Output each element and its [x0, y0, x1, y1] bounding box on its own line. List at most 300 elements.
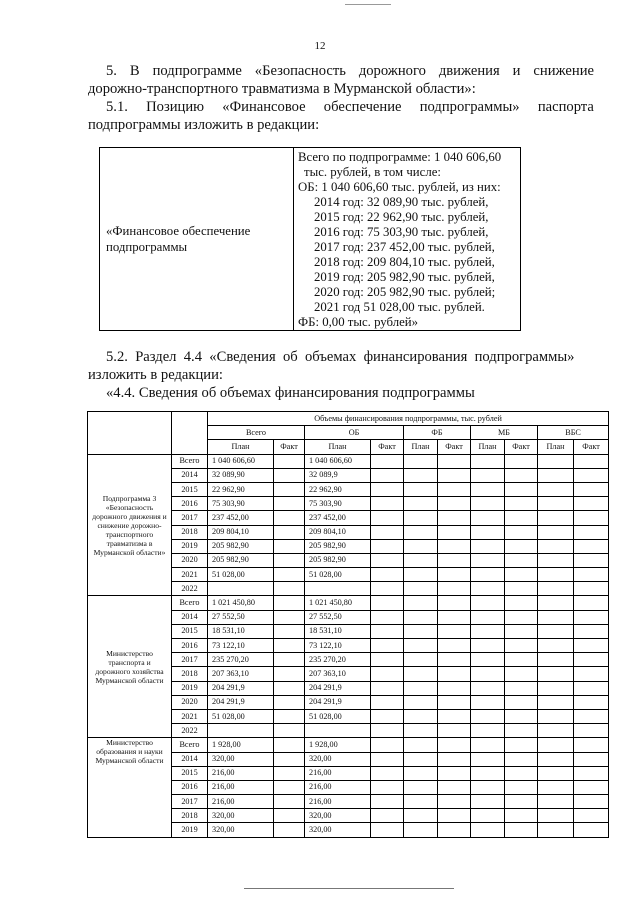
subheader-fact: Факт: [371, 440, 404, 454]
empty-cell: [471, 667, 505, 681]
ob-plan-cell: 216,00: [305, 795, 371, 809]
year-cell: 2021: [172, 568, 208, 582]
empty-cell: [574, 497, 609, 511]
empty-cell: [538, 511, 574, 525]
total-fact-cell: [274, 639, 305, 653]
empty-cell: [574, 624, 609, 638]
empty-cell: [505, 766, 538, 780]
empty-cell: [371, 539, 404, 553]
total-plan-cell: 216,00: [208, 795, 274, 809]
passport-values: [294, 148, 521, 331]
empty-cell: [538, 795, 574, 809]
empty-cell: [505, 709, 538, 723]
empty-cell: [538, 624, 574, 638]
year-cell: 2019: [172, 539, 208, 553]
empty-cell: [538, 468, 574, 482]
passport-line: 2016 год: 75 303,90 тыс. рублей,: [314, 225, 489, 239]
total-plan-cell: 1 021 450,80: [208, 596, 274, 610]
total-fact-cell: [274, 724, 305, 738]
empty-cell: [371, 610, 404, 624]
empty-cell: [371, 809, 404, 823]
total-plan-cell: 51 028,00: [208, 709, 274, 723]
subheader-fact: Факт: [274, 440, 305, 454]
empty-cell: [438, 511, 471, 525]
total-fact-cell: [274, 454, 305, 468]
group-mb: МБ: [471, 426, 538, 440]
empty-cell: [438, 525, 471, 539]
total-fact-cell: [274, 511, 305, 525]
empty-cell: [438, 624, 471, 638]
empty-cell: [404, 766, 438, 780]
empty-cell: [505, 780, 538, 794]
empty-cell: [574, 553, 609, 567]
total-fact-cell: [274, 482, 305, 496]
passport-line: ОБ: 1 040 606,60 тыс. рублей, из них:: [298, 180, 501, 194]
item-5-1: 5.1. Позицию «Финансовое обеспечение подпрограммы» паспорта: [106, 99, 594, 115]
total-fact-cell: [274, 624, 305, 638]
passport-line: 2020 год: 205 982,90 тыс. рублей;: [314, 285, 496, 299]
group-total: Всего: [208, 426, 305, 440]
empty-cell: [471, 823, 505, 837]
ob-plan-cell: 205 982,90: [305, 553, 371, 567]
empty-cell: [574, 780, 609, 794]
ob-plan-cell: 320,00: [305, 809, 371, 823]
empty-cell: [574, 468, 609, 482]
empty-cell: [404, 539, 438, 553]
passport-line: ФБ: 0,00 тыс. рублей»: [298, 315, 419, 329]
empty-cell: [471, 738, 505, 752]
ob-plan-cell: 216,00: [305, 766, 371, 780]
empty-cell: [538, 482, 574, 496]
financing-table: [87, 411, 609, 838]
empty-cell: [574, 525, 609, 539]
empty-cell: [538, 681, 574, 695]
ob-plan-cell: 1 040 606,60: [305, 454, 371, 468]
ob-plan-cell: 1 021 450,80: [305, 596, 371, 610]
year-cell: 2019: [172, 823, 208, 837]
empty-cell: [505, 667, 538, 681]
empty-cell: [505, 511, 538, 525]
ob-plan-cell: 204 291,9: [305, 695, 371, 709]
empty-cell: [438, 695, 471, 709]
total-fact-cell: [274, 780, 305, 794]
ob-plan-cell: 27 552,50: [305, 610, 371, 624]
empty-cell: [371, 766, 404, 780]
passport-line: 2019 год: 205 982,90 тыс. рублей,: [314, 270, 495, 284]
empty-cell: [371, 596, 404, 610]
total-plan-cell: 204 291,9: [208, 695, 274, 709]
empty-cell: [371, 709, 404, 723]
empty-cell: [574, 681, 609, 695]
passport-line: Всего по подпрограмме: 1 040 606,60: [298, 150, 502, 164]
empty-cell: [574, 582, 609, 596]
empty-cell: [505, 823, 538, 837]
empty-cell: [371, 525, 404, 539]
year-cell: Всего: [172, 738, 208, 752]
empty-cell: [471, 795, 505, 809]
empty-cell: [438, 681, 471, 695]
empty-cell: [471, 482, 505, 496]
empty-cell: [371, 667, 404, 681]
empty-cell: [538, 738, 574, 752]
empty-cell: [471, 454, 505, 468]
passport-table: [99, 147, 521, 331]
total-fact-cell: [274, 525, 305, 539]
empty-cell: [505, 681, 538, 695]
empty-cell: [471, 568, 505, 582]
total-fact-cell: [274, 695, 305, 709]
empty-cell: [371, 724, 404, 738]
empty-cell: [505, 468, 538, 482]
empty-cell: [574, 752, 609, 766]
empty-cell: [505, 809, 538, 823]
total-plan-cell: 216,00: [208, 780, 274, 794]
total-fact-cell: [274, 752, 305, 766]
total-plan-cell: 320,00: [208, 823, 274, 837]
empty-cell: [371, 738, 404, 752]
empty-cell: [471, 653, 505, 667]
ob-plan-cell: 204 291,9: [305, 681, 371, 695]
org-name: Министерство образования и науки Мурманской области: [88, 738, 172, 837]
group-fb: ФБ: [404, 426, 471, 440]
year-cell: 2014: [172, 610, 208, 624]
total-fact-cell: [274, 568, 305, 582]
ob-plan-cell: 205 982,90: [305, 539, 371, 553]
year-cell: 2017: [172, 653, 208, 667]
total-fact-cell: [274, 539, 305, 553]
total-fact-cell: [274, 795, 305, 809]
total-fact-cell: [274, 653, 305, 667]
empty-cell: [404, 624, 438, 638]
empty-cell: [438, 553, 471, 567]
ob-plan-cell: 320,00: [305, 752, 371, 766]
ob-plan-cell: [305, 582, 371, 596]
section-4-4-title: «4.4. Сведения об объемах финансирования подпрограммы: [106, 385, 475, 401]
empty-cell: [471, 596, 505, 610]
year-cell: 2022: [172, 724, 208, 738]
empty-cell: [371, 823, 404, 837]
subheader-plan: План: [305, 440, 371, 454]
passport-line: 2015 год: 22 962,90 тыс. рублей,: [314, 210, 489, 224]
empty-cell: [438, 667, 471, 681]
subheader-plan: План: [538, 440, 574, 454]
empty-cell: [438, 709, 471, 723]
empty-cell: [471, 766, 505, 780]
empty-cell: [404, 610, 438, 624]
empty-cell: [574, 724, 609, 738]
subheader-plan: План: [208, 440, 274, 454]
empty-cell: [471, 681, 505, 695]
ob-plan-cell: 207 363,10: [305, 667, 371, 681]
empty-cell: [574, 738, 609, 752]
total-plan-cell: 51 028,00: [208, 568, 274, 582]
empty-cell: [471, 624, 505, 638]
empty-cell: [505, 653, 538, 667]
empty-cell: [438, 809, 471, 823]
empty-cell: [438, 766, 471, 780]
ob-plan-cell: 320,00: [305, 823, 371, 837]
empty-cell: [471, 780, 505, 794]
empty-cell: [471, 709, 505, 723]
empty-cell: [538, 610, 574, 624]
empty-cell: [471, 539, 505, 553]
year-cell: 2022: [172, 582, 208, 596]
total-plan-cell: [208, 724, 274, 738]
total-plan-cell: 320,00: [208, 809, 274, 823]
empty-cell: [404, 738, 438, 752]
empty-cell: [404, 823, 438, 837]
empty-cell: [438, 497, 471, 511]
empty-cell: [404, 780, 438, 794]
empty-cell: [404, 497, 438, 511]
total-fact-cell: [274, 709, 305, 723]
empty-cell: [371, 482, 404, 496]
empty-cell: [404, 653, 438, 667]
year-cell: 2017: [172, 511, 208, 525]
total-plan-cell: 237 452,00: [208, 511, 274, 525]
empty-cell: [538, 639, 574, 653]
empty-cell: [438, 610, 471, 624]
empty-cell: [371, 752, 404, 766]
empty-cell: [371, 568, 404, 582]
subheader-fact: Факт: [505, 440, 538, 454]
empty-cell: [505, 454, 538, 468]
total-plan-cell: [208, 582, 274, 596]
empty-cell: [505, 582, 538, 596]
passport-line: 2017 год: 237 452,00 тыс. рублей,: [314, 240, 495, 254]
empty-cell: [438, 582, 471, 596]
empty-cell: [574, 667, 609, 681]
empty-cell: [471, 724, 505, 738]
empty-cell: [438, 780, 471, 794]
item-5-1-cont: подпрограммы изложить в редакции:: [88, 117, 320, 133]
empty-cell: [404, 553, 438, 567]
header-main: Объемы финансирования подпрограммы, тыс. рублей: [208, 412, 609, 426]
empty-cell: [371, 582, 404, 596]
empty-cell: [404, 695, 438, 709]
empty-cell: [371, 553, 404, 567]
empty-cell: [574, 482, 609, 496]
total-fact-cell: [274, 468, 305, 482]
empty-cell: [404, 596, 438, 610]
empty-cell: [471, 582, 505, 596]
table-row: [88, 596, 609, 610]
empty-cell: [538, 454, 574, 468]
empty-cell: [574, 695, 609, 709]
empty-cell: [574, 568, 609, 582]
empty-cell: [538, 709, 574, 723]
empty-cell: [505, 610, 538, 624]
year-cell: 2021: [172, 709, 208, 723]
total-fact-cell: [274, 596, 305, 610]
empty-cell: [438, 468, 471, 482]
org-name: Министерство транспорта и дорожного хозяйства Мурманской области: [88, 596, 172, 738]
total-plan-cell: 22 962,90: [208, 482, 274, 496]
empty-cell: [438, 752, 471, 766]
ob-plan-cell: 18 531,10: [305, 624, 371, 638]
empty-cell: [538, 667, 574, 681]
empty-cell: [471, 497, 505, 511]
empty-cell: [371, 681, 404, 695]
total-fact-cell: [274, 497, 305, 511]
empty-cell: [404, 709, 438, 723]
passport-line: тыс. рублей, в том числе:: [304, 165, 441, 179]
total-plan-cell: 204 291,9: [208, 681, 274, 695]
section-5-heading-cont: дорожно-транспортного травматизма в Мурманской области»:: [88, 81, 476, 97]
year-cell: 2018: [172, 809, 208, 823]
year-cell: 2018: [172, 525, 208, 539]
empty-cell: [574, 823, 609, 837]
empty-cell: [471, 809, 505, 823]
empty-cell: [505, 724, 538, 738]
org-name: Подпрограмма 3 «Безопасность дорожного движения и снижение дорожно-транспортного травматизма в Мурманской области»: [88, 454, 172, 596]
empty-cell: [505, 553, 538, 567]
empty-cell: [371, 497, 404, 511]
empty-cell: [371, 695, 404, 709]
empty-cell: [538, 539, 574, 553]
empty-cell: [471, 511, 505, 525]
empty-cell: [404, 795, 438, 809]
empty-cell: [371, 653, 404, 667]
total-fact-cell: [274, 582, 305, 596]
ob-plan-cell: 75 303,90: [305, 497, 371, 511]
empty-cell: [538, 596, 574, 610]
empty-cell: [438, 738, 471, 752]
ob-plan-cell: 22 962,90: [305, 482, 371, 496]
ob-plan-cell: [305, 724, 371, 738]
empty-cell: [438, 653, 471, 667]
ob-plan-cell: 237 452,00: [305, 511, 371, 525]
year-cell: 2018: [172, 667, 208, 681]
empty-cell: [505, 738, 538, 752]
empty-cell: [574, 795, 609, 809]
total-fact-cell: [274, 823, 305, 837]
empty-cell: [404, 639, 438, 653]
empty-cell: [471, 553, 505, 567]
total-plan-cell: 205 982,90: [208, 539, 274, 553]
empty-cell: [505, 752, 538, 766]
empty-cell: [404, 809, 438, 823]
total-plan-cell: 235 270,20: [208, 653, 274, 667]
empty-cell: [538, 752, 574, 766]
total-plan-cell: 207 363,10: [208, 667, 274, 681]
year-cell: 2020: [172, 695, 208, 709]
empty-cell: [574, 653, 609, 667]
total-plan-cell: 27 552,50: [208, 610, 274, 624]
ob-plan-cell: 1 928,00: [305, 738, 371, 752]
year-cell: 2017: [172, 795, 208, 809]
top-rule: [345, 4, 391, 5]
empty-cell: [538, 823, 574, 837]
ob-plan-cell: 51 028,00: [305, 709, 371, 723]
empty-cell: [574, 454, 609, 468]
year-cell: 2015: [172, 766, 208, 780]
empty-cell: [574, 809, 609, 823]
ob-plan-cell: 235 270,20: [305, 653, 371, 667]
empty-cell: [574, 511, 609, 525]
empty-cell: [404, 681, 438, 695]
page-number: 12: [314, 40, 326, 52]
empty-cell: [505, 624, 538, 638]
total-fact-cell: [274, 766, 305, 780]
year-cell: 2014: [172, 468, 208, 482]
empty-cell: [538, 582, 574, 596]
empty-cell: [438, 724, 471, 738]
empty-cell: [538, 809, 574, 823]
subheader-fact: Факт: [438, 440, 471, 454]
empty-cell: [538, 553, 574, 567]
table-row: [88, 454, 609, 468]
empty-cell: [538, 568, 574, 582]
empty-cell: [438, 795, 471, 809]
year-cell: 2015: [172, 624, 208, 638]
total-plan-cell: 32 089,90: [208, 468, 274, 482]
empty-cell: [438, 539, 471, 553]
empty-cell: [471, 639, 505, 653]
empty-cell: [538, 780, 574, 794]
total-plan-cell: 1 040 606,60: [208, 454, 274, 468]
year-cell: Всего: [172, 454, 208, 468]
empty-cell: [438, 482, 471, 496]
empty-cell: [371, 780, 404, 794]
empty-cell: [538, 724, 574, 738]
empty-cell: [404, 582, 438, 596]
empty-cell: [371, 624, 404, 638]
total-plan-cell: 73 122,10: [208, 639, 274, 653]
ob-plan-cell: 216,00: [305, 780, 371, 794]
empty-cell: [538, 525, 574, 539]
empty-cell: [505, 695, 538, 709]
empty-cell: [404, 568, 438, 582]
empty-cell: [404, 511, 438, 525]
empty-cell: [438, 823, 471, 837]
empty-cell: [574, 709, 609, 723]
empty-cell: [505, 539, 538, 553]
empty-cell: [574, 610, 609, 624]
year-cell: 2015: [172, 482, 208, 496]
empty-cell: [471, 752, 505, 766]
empty-cell: [438, 454, 471, 468]
empty-cell: [371, 639, 404, 653]
empty-cell: [371, 468, 404, 482]
empty-cell: [404, 468, 438, 482]
empty-cell: [505, 525, 538, 539]
empty-cell: [538, 497, 574, 511]
empty-cell: [371, 511, 404, 525]
header-blank-year: [172, 412, 208, 455]
passport-label: «Финансовое обеспечение подпрограммы: [100, 148, 294, 331]
empty-cell: [438, 568, 471, 582]
year-cell: 2014: [172, 752, 208, 766]
empty-cell: [574, 539, 609, 553]
total-plan-cell: 205 982,90: [208, 553, 274, 567]
year-cell: 2019: [172, 681, 208, 695]
empty-cell: [471, 525, 505, 539]
total-fact-cell: [274, 667, 305, 681]
year-cell: Всего: [172, 596, 208, 610]
passport-line: 2021 год 51 028,00 тыс. рублей.: [314, 300, 485, 314]
total-fact-cell: [274, 610, 305, 624]
empty-cell: [371, 454, 404, 468]
section-5-heading: 5. В подпрограмме «Безопасность дорожного движения и снижение: [106, 63, 594, 79]
subheader-plan: План: [471, 440, 505, 454]
empty-cell: [471, 610, 505, 624]
total-fact-cell: [274, 681, 305, 695]
empty-cell: [404, 667, 438, 681]
empty-cell: [438, 639, 471, 653]
subheader-plan: План: [404, 440, 438, 454]
empty-cell: [404, 454, 438, 468]
